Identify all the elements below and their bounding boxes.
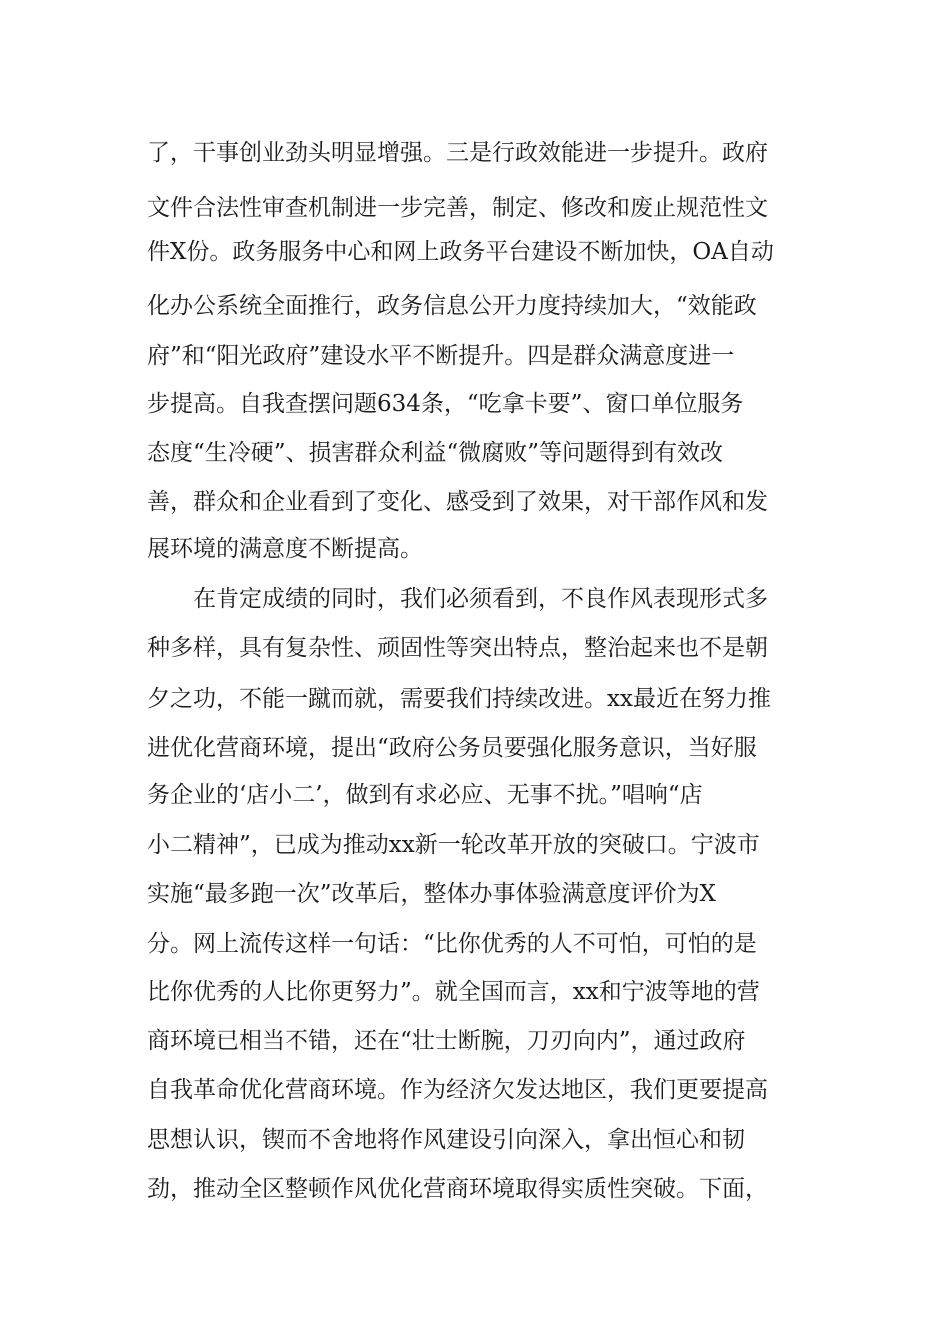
text-line: 夕之功，不能一蹴而就，需要我们持续改进。xx最近在努力推 [147,686,771,712]
text-line: 府”和“阳光政府”建设水平不断提升。四是群众满意度进一 [147,343,735,369]
text-line: 小二精神”，已成为推动xx新一轮改革开放的突破口。宁波市 [147,832,760,858]
text-line: 了，干事创业劲头明显增强。三是行政效能进一步提升。政府 [147,140,768,166]
text-line: 务企业的‘店小二’，做到有求必应、无事不扰。”唱响“店 [147,782,703,808]
text-line: 劲，推动全区整顿作风优化营商环境取得实质性突破。下面， [147,1176,768,1202]
text-line: 商环境已相当不错，还在“壮士断腕，刀刃向内”，通过政府 [147,1028,746,1054]
text-line: 件X份。政务服务中心和网上政务平台建设不断加快，OA自动 [147,239,774,265]
text-line: 进优化营商环境，提出“政府公务员要强化服务意识，当好服 [147,735,757,761]
text-line: 思想认识，锲而不舍地将作风建设引向深入，拿出恒心和韧 [147,1127,745,1153]
text-line: 展环境的满意度不断提高。 [147,536,423,562]
text-line: 种多样，具有复杂性、顽固性等突出特点，整治起来也不是朝 [147,635,768,661]
paragraph-first-line: 在肯定成绩的同时，我们必须看到，不良作风表现形式多 [193,586,768,612]
text-line: 态度“生冷硬”、损害群众利益“微腐败”等问题得到有效改 [147,440,724,466]
text-line: 善，群众和企业看到了变化、感受到了效果，对干部作风和发 [147,489,768,515]
text-line: 分。网上流传这样一句话：“比你优秀的人不可怕，可怕的是 [147,931,757,957]
text-line: 自我革命优化营商环境。作为经济欠发达地区，我们更要提高 [147,1077,768,1103]
text-line: 化办公系统全面推行，政务信息公开力度持续加大，“效能政 [147,293,757,319]
text-line: 实施“最多跑一次”改革后，整体办事体验满意度评价为X [147,881,716,907]
text-line: 文件合法性审查机制进一步完善，制定、修改和废止规范性文 [147,195,768,221]
text-line: 步提高。自我查摆问题634条，“吃拿卡要”、窗口单位服务 [147,391,744,417]
text-line: 比你优秀的人比你更努力”。就全国而言，xx和宁波等地的营 [147,979,760,1005]
